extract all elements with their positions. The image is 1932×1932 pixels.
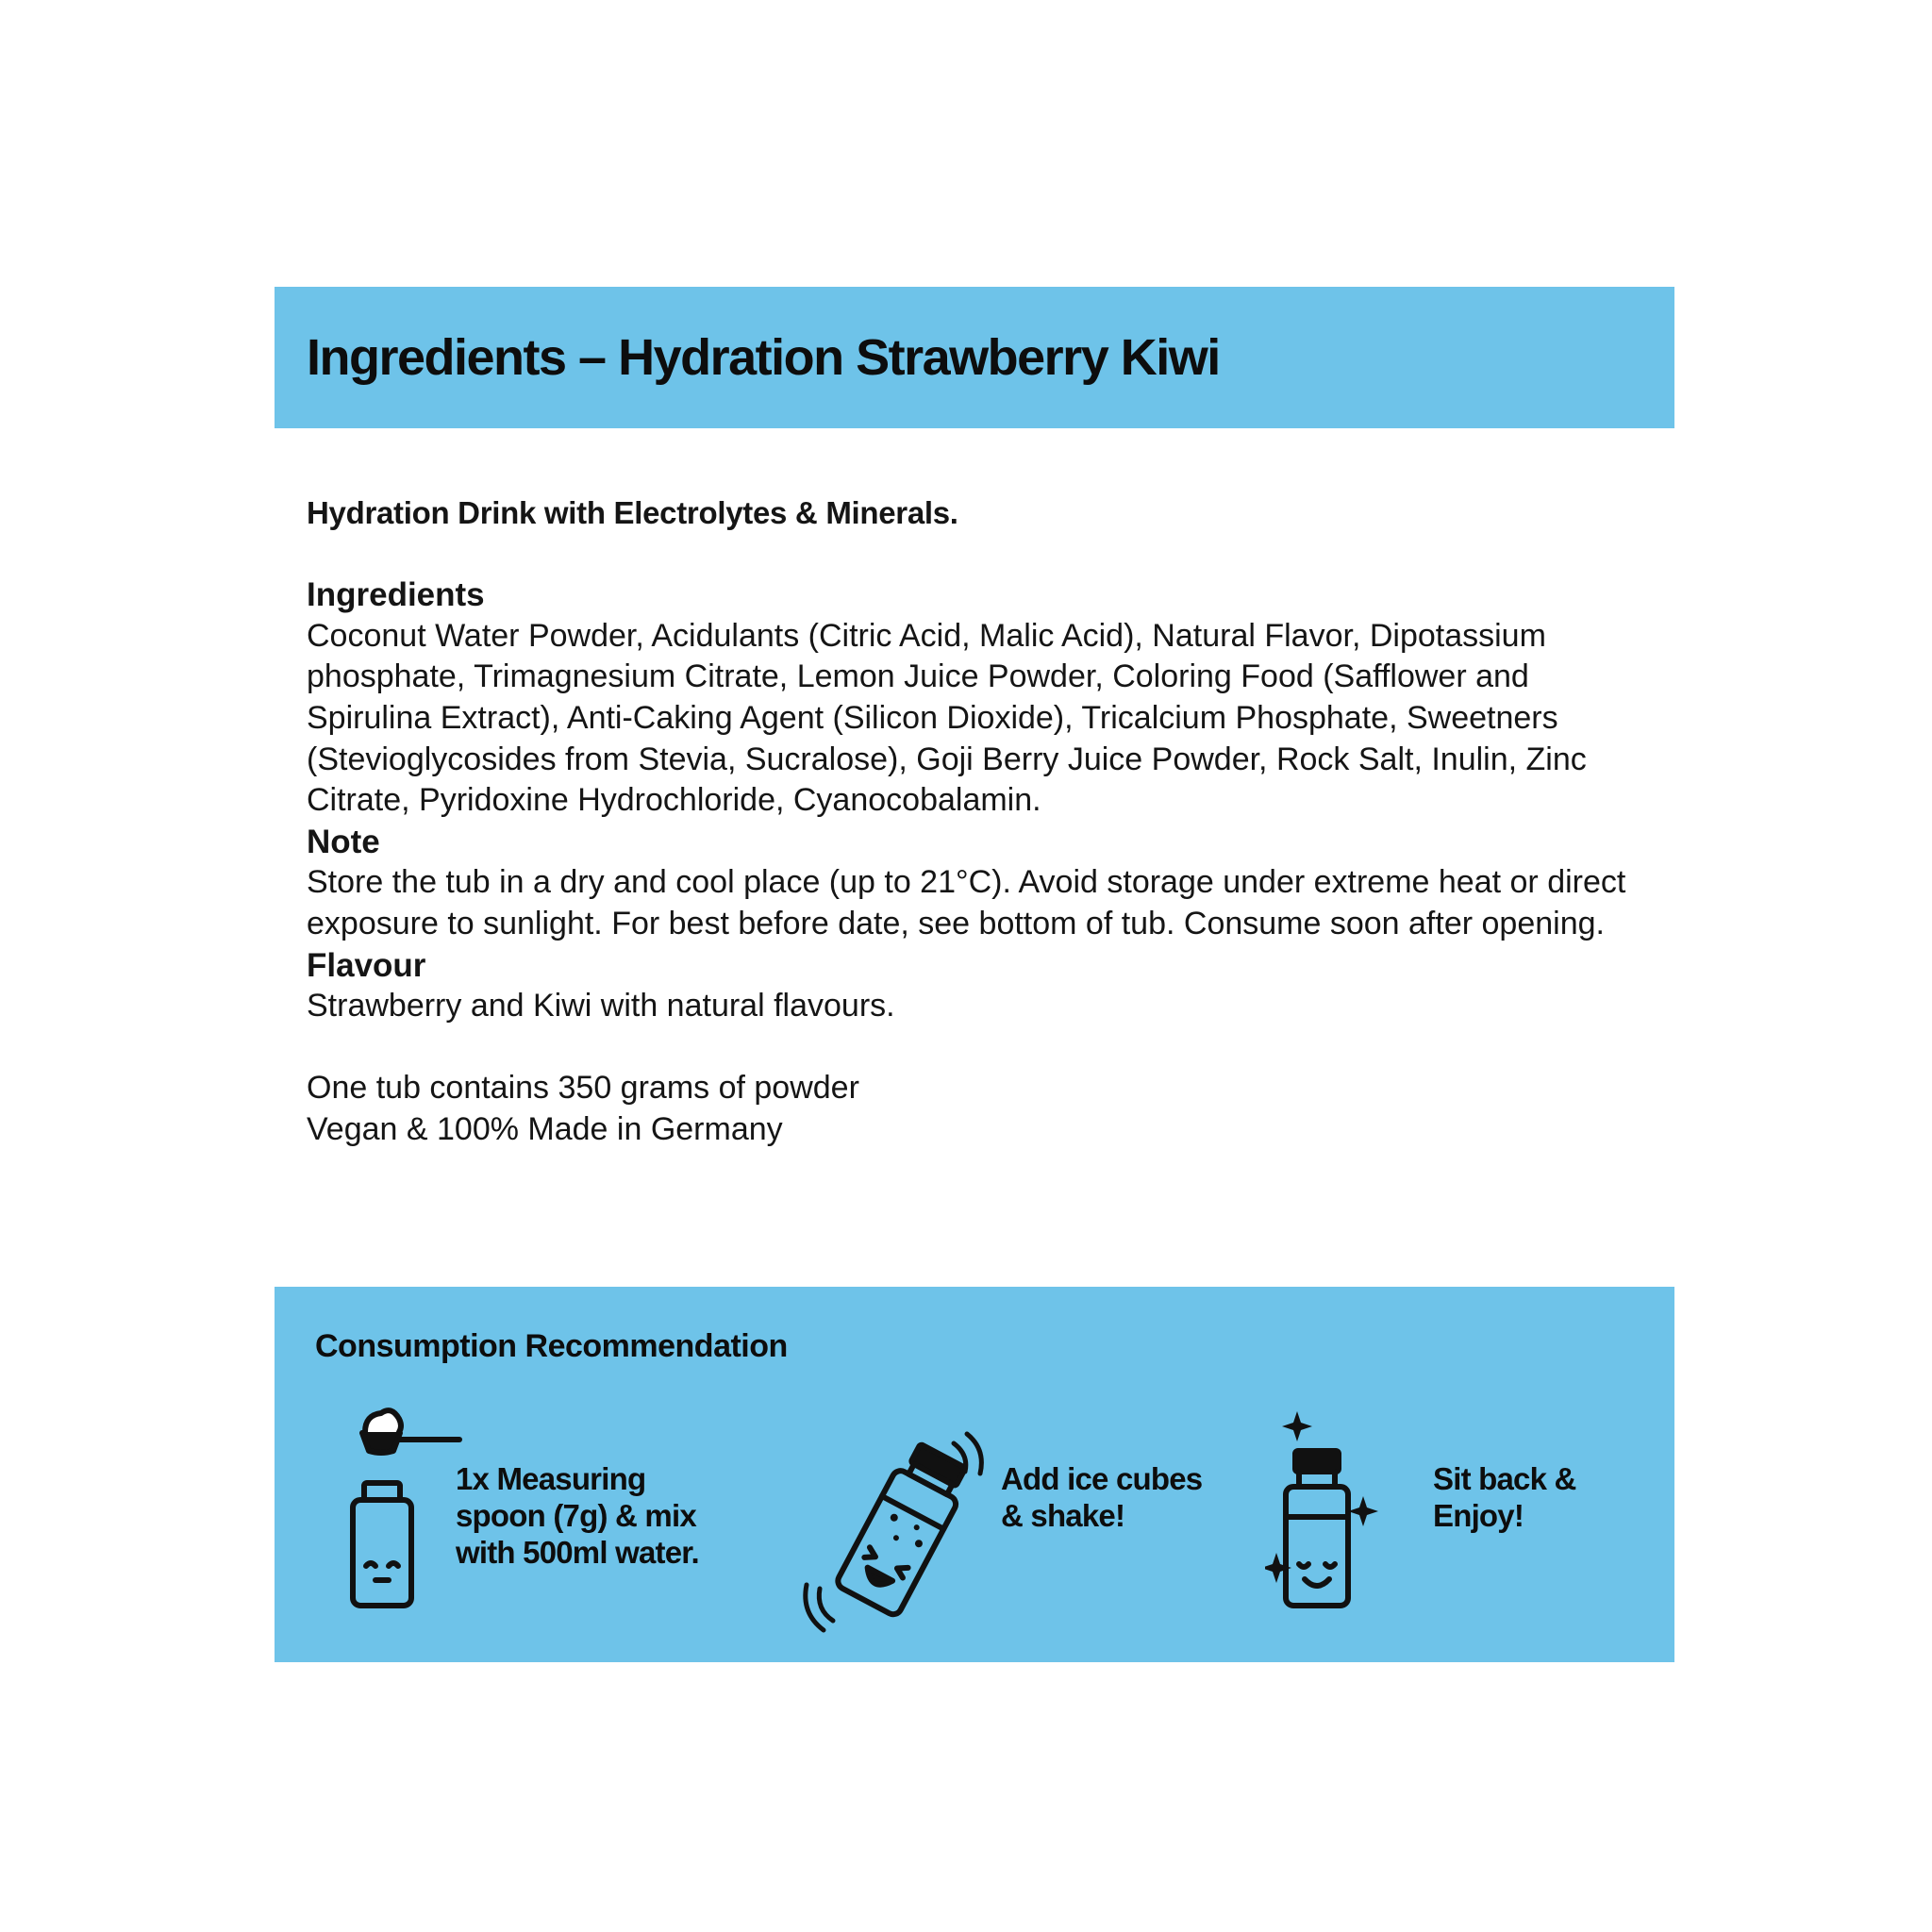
tub-contents: One tub contains 350 grams of powder [307,1070,859,1107]
step-1-line-3: with 500ml water. [456,1535,699,1570]
page-title: Ingredients – Hydration Strawberry Kiwi [307,329,1220,386]
step-1-line-2: spoon (7g) & mix [456,1498,696,1533]
header-band [275,287,1674,428]
shaking-bottle-icon [791,1428,1008,1636]
step-1-line-1: 1x Measuring [456,1461,646,1496]
step-2-line-2: & shake! [1001,1498,1125,1533]
happy-bottle-with-sparkles-icon [1265,1406,1397,1615]
note-heading: Note [307,823,380,860]
consumption-title: Consumption Recommendation [315,1328,788,1364]
product-lead: Hydration Drink with Electrolytes & Minerals. [307,495,958,530]
ingredients-content [307,492,1656,1151]
step-1-text [456,1460,699,1571]
flavour-heading: Flavour [307,946,426,984]
flavour-text: Strawberry and Kiwi with natural flavours. [307,988,895,1024]
ingredients-text: Coconut Water Powder, Acidulants (Citric Acid, Malic Acid), Natural Flavor, Dipotassium phosphate, Trimagnesium Citrate, Lemon Juice Powder, Coloring Food (Safflower and Spirulina Extract), Anti-Caking Agent (Silicon Dioxide), Tricalcium Phosphate, Sweetners (Stevioglycosides from Stevia, Sucralose), Goji Berry Juice Powder, Rock Salt, Inulin, Zinc Citrate, Pyridoxine Hydrochloride, Cyanocobalamin. [307,617,1587,819]
spacer [307,1027,1656,1069]
step-2-line-1: Add ice cubes [1001,1461,1203,1496]
step-3-line-1: Sit back & [1433,1461,1576,1496]
step-3-line-2: Enjoy! [1433,1498,1524,1533]
consumption-band [275,1287,1674,1662]
step-3-text [1433,1460,1576,1534]
origin-text: Vegan & 100% Made in Germany [307,1110,783,1147]
ingredients-heading: Ingredients [307,576,485,614]
step-2-text [1001,1460,1202,1534]
note-text: Store the tub in a dry and cool place (up to 21°C). Avoid storage under extreme heat or direct exposure to sunlight. For best before date, see bottom of tub. Consume soon after opening. [307,864,1626,941]
